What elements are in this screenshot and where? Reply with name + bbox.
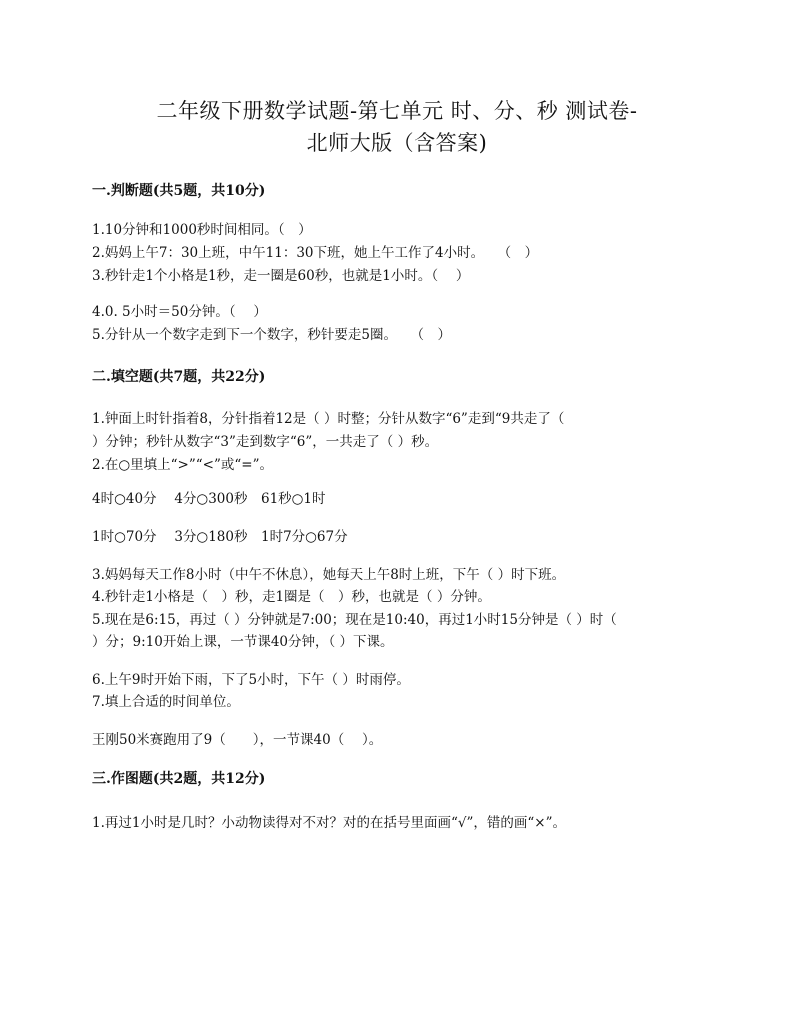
question-line: ）分；9:10开始上课，一节课40分钟，（ ）下课。 xyxy=(92,634,394,650)
question-line: 2.在○里填上“>”“<”或“=”。 xyxy=(92,457,274,473)
question-line: ）分钟；秒针从数字“3”走到数字“6”，一共走了（ ）秒。 xyxy=(92,434,439,450)
question-line: 5.现在是6:15，再过（ ）分钟就是7:00；现在是10:40，再过1小时15分钟是（ ）时（ xyxy=(92,612,617,628)
question-line: 1.再过1小时是几时？小动物读得对不对？对的在括号里面画“√”，错的画“×”。 xyxy=(92,815,566,831)
question-line: 7.填上合适的时间单位。 xyxy=(92,694,240,710)
question-line: 3.秒针走1个小格是1秒，走一圈是60秒，也就是1小时。（ ） xyxy=(92,268,470,284)
section-heading-judgement: 一.判断题(共5题，共10分) xyxy=(92,183,266,199)
question-line: 4.秒针走1小格是（ ）秒，走1圈是（ ）秒，也就是（ ）分钟。 xyxy=(92,589,491,605)
section-heading-drawing: 三.作图题(共2题，共12分) xyxy=(92,771,266,787)
section-heading-fill-blank: 二.填空题(共7题，共22分) xyxy=(92,369,266,385)
question-line: 1时○70分 3分○180秒 1时7分○67分 xyxy=(92,529,348,545)
question-line: 2.妈妈上午7：30上班，中午11：30下班，她上午工作了4小时。 （ ） xyxy=(92,245,539,261)
question-line: 3.妈妈每天工作8小时（中午不休息），她每天上午8时上班，下午（ ）时下班。 xyxy=(92,567,566,583)
question-line: 王刚50米赛跑用了9（ ），一节课40（ ）。 xyxy=(92,732,383,748)
page-title-line-2: 北师大版（含答案) xyxy=(306,131,488,155)
question-line: 1.钟面上时针指着8，分针指着12是（ ）时整；分针从数字“6”走到“9共走了（ xyxy=(92,411,565,427)
question-line: 4.0. 5小时＝50分钟。（ ） xyxy=(92,304,267,320)
question-line: 5.分针从一个数字走到下一个数字，秒针要走5圈。 （ ） xyxy=(92,327,451,343)
page-title-line-1: 二年级下册数学试题-第七单元 时、分、秒 测试卷- xyxy=(156,99,638,123)
question-line: 4时○40分 4分○300秒 61秒○1时 xyxy=(92,491,326,507)
question-line: 1.10分钟和1000秒时间相同。（ ） xyxy=(92,222,312,238)
question-line: 6.上午9时开始下雨，下了5小时，下午（ ）时雨停。 xyxy=(92,672,410,688)
